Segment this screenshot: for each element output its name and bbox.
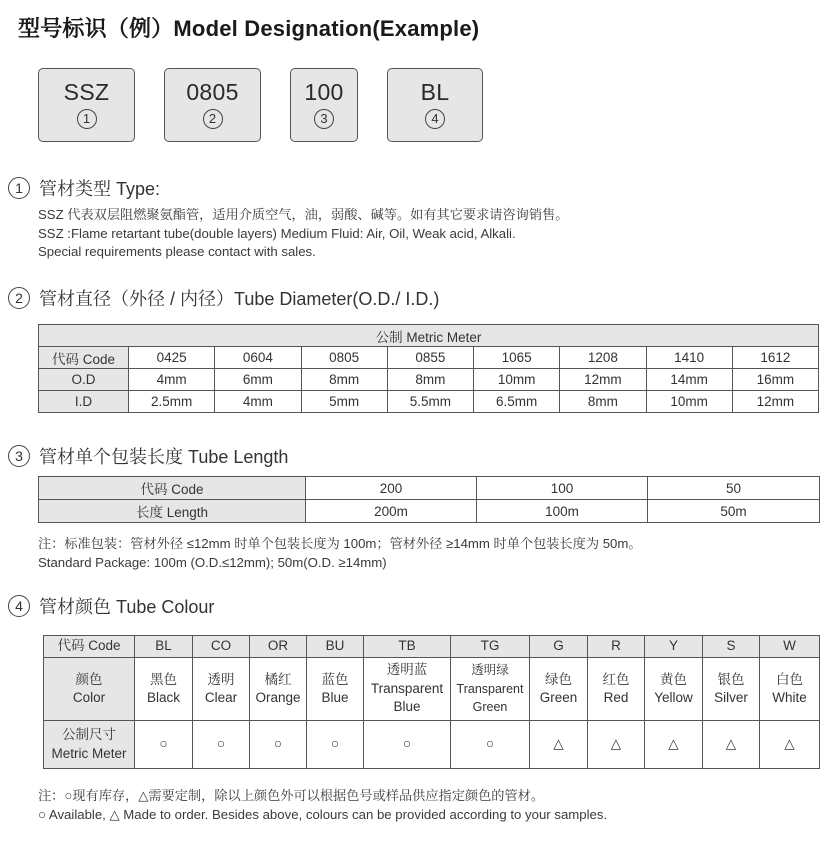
code-number: 4 bbox=[425, 109, 445, 129]
code-box-colour bbox=[387, 68, 483, 142]
table-cell: 10mm bbox=[646, 391, 732, 413]
table-cell: O.D bbox=[39, 369, 129, 391]
table-cell bbox=[193, 658, 250, 721]
table-cell: S bbox=[703, 636, 760, 658]
cell-line: 公制尺寸 bbox=[62, 727, 116, 742]
table-cell: R bbox=[588, 636, 645, 658]
section-number: 1 bbox=[8, 177, 30, 199]
code-box-type bbox=[38, 68, 135, 142]
table-cell: 8mm bbox=[387, 369, 473, 391]
table-cell: 长度 Length bbox=[39, 500, 306, 523]
section-number: 2 bbox=[8, 287, 30, 309]
colour-table bbox=[43, 635, 820, 769]
table-cell: 100m bbox=[477, 500, 648, 523]
section-title: 管材颜色 Tube Colour bbox=[39, 597, 215, 617]
table-cell: TG bbox=[451, 636, 530, 658]
cell-line: 颜色 bbox=[75, 671, 103, 687]
code-box-length bbox=[290, 68, 358, 142]
table-cell: 1065 bbox=[474, 347, 560, 369]
table-row bbox=[44, 658, 820, 721]
table-row bbox=[39, 347, 819, 369]
cell-line: 黑色 bbox=[150, 671, 177, 687]
section-diameter-heading bbox=[8, 285, 439, 311]
table-cell: Y bbox=[645, 636, 703, 658]
cell-line: Orange bbox=[255, 690, 301, 705]
code-value: BL bbox=[420, 79, 450, 105]
cell-line: 蓝色 bbox=[321, 671, 349, 687]
cell-line: Green bbox=[472, 700, 508, 715]
section-title: 管材直径（外径 / 内径）Tube Diameter(O.D./ I.D.) bbox=[39, 289, 440, 309]
code-number: 3 bbox=[314, 109, 334, 129]
cell-line: 绿色 bbox=[545, 671, 572, 687]
cell-line: Green bbox=[539, 690, 578, 705]
table-cell: 12mm bbox=[732, 391, 818, 413]
section-title: 管材单个包装长度 Tube Length bbox=[39, 447, 289, 467]
cell-line: Black bbox=[146, 690, 180, 705]
availability-mark: ○ bbox=[307, 721, 364, 769]
cell-line: Blue bbox=[393, 699, 421, 715]
table-cell: 8mm bbox=[560, 391, 646, 413]
cell-line: 银色 bbox=[717, 671, 745, 687]
table-cell bbox=[364, 658, 451, 721]
table-cell bbox=[645, 658, 703, 721]
text-line: Special requirements please contact with sales. bbox=[38, 244, 316, 259]
length-table bbox=[38, 476, 820, 523]
table-cell: 6.5mm bbox=[474, 391, 560, 413]
availability-mark: ○ bbox=[250, 721, 307, 769]
cell-line: 透明绿 bbox=[471, 663, 509, 678]
cell-line: 透明蓝 bbox=[386, 662, 428, 678]
table-cell: TB bbox=[364, 636, 451, 658]
availability-mark: ○ bbox=[451, 721, 530, 769]
availability-mark: ○ bbox=[135, 721, 193, 769]
cell-line: Transparent bbox=[456, 681, 524, 696]
colour-notes bbox=[38, 787, 607, 824]
table-cell: OR bbox=[250, 636, 307, 658]
table-row bbox=[39, 369, 819, 391]
table-header-row bbox=[44, 636, 820, 658]
code-value: SSZ bbox=[63, 79, 110, 105]
section-title: 管材类型 Type: bbox=[39, 179, 161, 199]
cell-line: Metric Meter bbox=[51, 745, 127, 761]
table-row bbox=[39, 477, 820, 500]
availability-mark: △ bbox=[760, 721, 820, 769]
table-row bbox=[39, 391, 819, 413]
cell-line: Clear bbox=[204, 690, 238, 705]
table-cell: 4mm bbox=[215, 391, 301, 413]
section-length-heading bbox=[8, 443, 288, 469]
table-cell: I.D bbox=[39, 391, 129, 413]
table-cell: 8mm bbox=[301, 369, 387, 391]
section-number: 3 bbox=[8, 445, 30, 467]
section-colour-heading bbox=[8, 593, 214, 619]
table-cell: 0855 bbox=[387, 347, 473, 369]
text-line: Standard Package: 100m (O.D.≤12mm); 50m(O.D. ≥14mm) bbox=[38, 554, 387, 570]
availability-mark: ○ bbox=[364, 721, 451, 769]
availability-mark: △ bbox=[645, 721, 703, 769]
text-line: SSZ :Flame retartant tube(double layers) Medium Fluid: Air, Oil, Weak acid, Alkali. bbox=[38, 225, 516, 241]
text-line: SSZ 代表双层阻燃聚氨酯管，适用介质空气，油，弱酸、碱等。如有其它要求请咨询销售。 bbox=[38, 207, 569, 222]
table-cell: 5mm bbox=[301, 391, 387, 413]
length-notes bbox=[38, 535, 642, 572]
table-cell: 1208 bbox=[560, 347, 646, 369]
table-cell: CO bbox=[193, 636, 250, 658]
table-cell bbox=[250, 658, 307, 721]
table-cell bbox=[760, 658, 820, 721]
table-cell: 代码 Code bbox=[44, 636, 135, 658]
text-line: 注：标准包装：管材外径 ≤12mm 时单个包装长度为 100m；管材外径 ≥14mm 时单个包装长度为 50m。 bbox=[38, 536, 642, 551]
table-cell bbox=[44, 721, 135, 769]
table-cell: 代码 Code bbox=[39, 347, 129, 369]
code-box-diameter bbox=[164, 68, 261, 142]
text-line: ○ Available, △ Made to order. Besides above, colours can be provided according to your samples. bbox=[38, 806, 608, 822]
table-cell: 0425 bbox=[129, 347, 215, 369]
table-cell: 12mm bbox=[560, 369, 646, 391]
table-cell bbox=[703, 658, 760, 721]
cell-line: 透明 bbox=[207, 671, 235, 687]
table-cell: W bbox=[760, 636, 820, 658]
section-type-heading bbox=[8, 175, 160, 201]
cell-line: Silver bbox=[714, 690, 748, 705]
section-number: 4 bbox=[8, 595, 30, 617]
type-description bbox=[38, 206, 568, 262]
availability-mark: ○ bbox=[193, 721, 250, 769]
table-row bbox=[44, 721, 820, 769]
table-cell: 16mm bbox=[732, 369, 818, 391]
code-value: 100 bbox=[304, 79, 344, 105]
table-cell bbox=[451, 658, 530, 721]
availability-mark: △ bbox=[703, 721, 760, 769]
table-cell: 2.5mm bbox=[129, 391, 215, 413]
cell-line: Color bbox=[72, 690, 106, 705]
availability-mark: △ bbox=[530, 721, 588, 769]
table-cell bbox=[135, 658, 193, 721]
table-cell: BL bbox=[135, 636, 193, 658]
cell-line: Transparent bbox=[370, 680, 444, 696]
table-cell: 50 bbox=[648, 477, 820, 500]
table-cell: 6mm bbox=[215, 369, 301, 391]
table-cell: 0604 bbox=[215, 347, 301, 369]
table-cell: 4mm bbox=[129, 369, 215, 391]
text-line: 注：○现有库存，△需要定制，除以上颜色外可以根据色号或样品供应指定颜色的管材。 bbox=[38, 788, 545, 803]
cell-line: Red bbox=[603, 690, 629, 705]
code-value: 0805 bbox=[186, 79, 239, 105]
table-cell: 0805 bbox=[301, 347, 387, 369]
cell-line: Blue bbox=[321, 690, 349, 705]
table-cell: 14mm bbox=[646, 369, 732, 391]
table-cell bbox=[44, 658, 135, 721]
cell-line: White bbox=[772, 690, 807, 705]
cell-line: 红色 bbox=[602, 671, 630, 687]
table-cell bbox=[307, 658, 364, 721]
availability-mark: △ bbox=[588, 721, 645, 769]
code-number: 1 bbox=[77, 109, 97, 129]
table-cell bbox=[588, 658, 645, 721]
diameter-table bbox=[38, 324, 819, 413]
page-title: 型号标识（例）Model Designation(Example) bbox=[18, 16, 480, 41]
table-cell: 1410 bbox=[646, 347, 732, 369]
table-cell: 50m bbox=[648, 500, 820, 523]
table-cell: 5.5mm bbox=[387, 391, 473, 413]
table-cell: 100 bbox=[477, 477, 648, 500]
table-cell: BU bbox=[307, 636, 364, 658]
cell-line: Yellow bbox=[654, 690, 693, 705]
table-cell: 代码 Code bbox=[39, 477, 306, 500]
table-cell bbox=[530, 658, 588, 721]
cell-line: 橘红 bbox=[264, 671, 292, 687]
table-cell: G bbox=[530, 636, 588, 658]
table-cell: 10mm bbox=[474, 369, 560, 391]
table-title: 公制 Metric Meter bbox=[39, 325, 819, 347]
cell-line: 黄色 bbox=[660, 671, 687, 687]
table-cell: 200m bbox=[306, 500, 477, 523]
code-number: 2 bbox=[203, 109, 223, 129]
cell-line: 白色 bbox=[776, 671, 803, 687]
table-cell: 200 bbox=[306, 477, 477, 500]
table-row bbox=[39, 500, 820, 523]
table-cell: 1612 bbox=[732, 347, 818, 369]
